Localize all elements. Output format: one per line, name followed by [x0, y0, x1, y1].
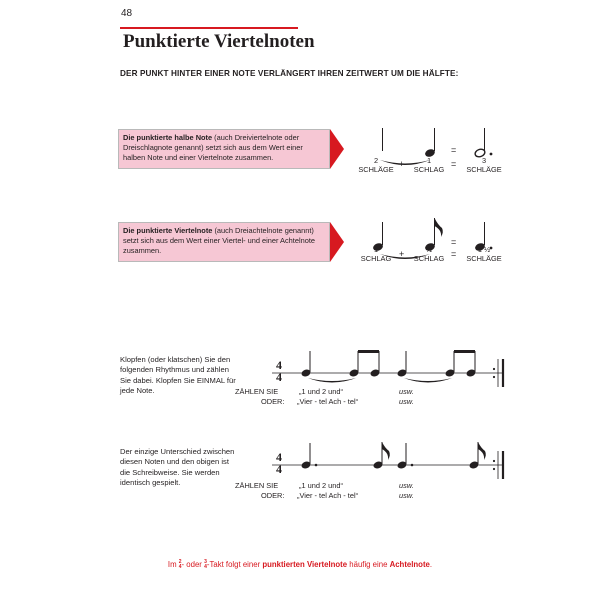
equals-sign: = — [451, 159, 457, 169]
beat-number: 2 — [373, 156, 379, 165]
equals-sign: = — [451, 237, 457, 247]
beat-number: 1 — [426, 156, 432, 165]
footer-text: häufig eine — [347, 560, 390, 570]
count-usw: usw. — [399, 387, 414, 396]
beat-count-2 — [409, 245, 449, 263]
rhythm-staff-2 — [272, 437, 512, 482]
beat-unit: SCHLÄGE — [466, 254, 502, 263]
beat-count-1 — [356, 245, 396, 263]
rhythm-staff-1 — [272, 345, 512, 390]
equals-sign: = — [451, 145, 457, 155]
or-usw: usw. — [399, 397, 414, 406]
callout-dotted-half-note — [118, 129, 330, 169]
callout-text: (auch Dreiviertelnote oder Dreischlagnote genannt) setzt sich aus dem Wert einer halben Note und einer Viertelnote zusammen. — [123, 133, 303, 162]
beat-unit: SCHLAG — [413, 165, 445, 174]
time-signature-bottom: 4 — [276, 462, 282, 476]
plus-sign: + — [399, 249, 405, 259]
or-text: „Vier - tel Ach - tel“ — [297, 397, 359, 406]
callout-bold: Die punktierte Viertelnote — [123, 226, 213, 235]
count-label: ZÄHLEN SIE — [235, 481, 279, 490]
beat-count-2 — [409, 156, 449, 174]
instruction-text: Der einzige Unterschied zwischen diesen Noten und den obigen ist die Schreibweise. Sie werden identisch gespielt. — [120, 447, 235, 488]
title-rule — [120, 27, 298, 29]
count-label: ZÄHLEN SIE — [235, 387, 279, 396]
frac-bottom: 4 — [204, 564, 207, 570]
plus-sign: + — [399, 159, 405, 169]
callout-dotted-quarter-note — [118, 222, 330, 262]
tie-icon — [308, 378, 356, 383]
frac-bottom: 4 — [178, 564, 182, 570]
frac-top: 2 — [178, 559, 182, 565]
time-signature-top: 4 — [276, 358, 282, 372]
tie-icon — [404, 378, 452, 383]
beat-unit: SCHLAG — [360, 254, 392, 263]
footer-text: . — [429, 560, 433, 570]
page-title: Punktierte Viertelnoten — [123, 31, 315, 52]
instruction-text: Klopfen (oder klatschen) Sie den folgenden Rhythmus und zählen Sie dabei. Klopfen Sie EINMAL für jede Note. — [120, 355, 236, 396]
frac-top: 3 — [204, 559, 207, 565]
beat-count-3 — [460, 245, 508, 263]
callout-bold: Die punktierte halbe Note — [123, 133, 213, 142]
beat-number: 1 ½ — [477, 245, 491, 254]
beam-icon — [358, 350, 379, 353]
footer-bold: punktierten Viertelnote — [262, 560, 348, 570]
footer-note — [0, 560, 600, 570]
or-text: „Vier - tel Ach - tel“ — [297, 491, 359, 500]
or-usw: usw. — [399, 491, 414, 500]
beat-count-1 — [356, 156, 396, 174]
beat-unit: SCHLAG — [413, 254, 445, 263]
beat-number: 1 — [373, 245, 379, 254]
beat-number: 3 — [481, 156, 487, 165]
page-number: 48 — [121, 8, 133, 19]
or-label: ODER: — [261, 397, 285, 406]
beat-unit: SCHLÄGE — [466, 165, 502, 174]
time-signature-top: 4 — [276, 450, 282, 464]
footer-text: -Takt folgt einer — [206, 560, 263, 570]
or-label: ODER: — [261, 491, 285, 500]
subtitle: DER PUNKT HINTER EINER NOTE VERLÄNGERT IHREN ZEITWERT UM DIE HÄLFTE: — [120, 69, 459, 78]
count-text: „1 und 2 und“ — [299, 481, 343, 490]
count-text: „1 und 2 und“ — [299, 387, 343, 396]
footer-text: Im — [167, 560, 179, 570]
count-usw: usw. — [399, 481, 414, 490]
callout-text: (auch Dreiachtelnote genannt) setzt sich aus dem Wert einer Viertel- und einer Achtelnote zusammen. — [123, 226, 315, 255]
arrow-icon — [330, 222, 344, 262]
arrow-icon — [330, 129, 344, 169]
beam-icon — [454, 350, 475, 353]
beat-unit: SCHLÄGE — [358, 165, 394, 174]
equals-sign: = — [451, 249, 457, 259]
beat-number: ½ — [425, 245, 433, 254]
time-signature-bottom: 4 — [276, 370, 282, 384]
footer-bold: Achtelnote — [389, 560, 430, 570]
beat-count-3 — [460, 156, 508, 174]
footer-text: - oder — [181, 560, 205, 570]
